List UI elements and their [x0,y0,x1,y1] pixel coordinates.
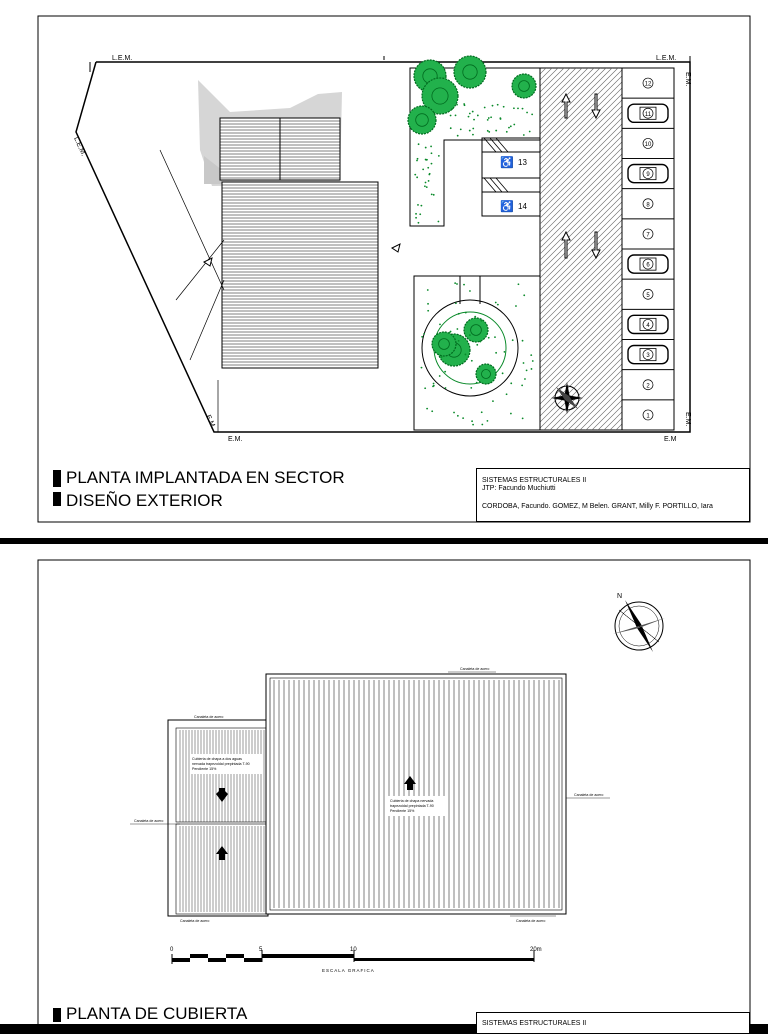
north-arrow-icon [613,593,665,652]
lem-label: L.E.M. [112,55,133,62]
parking-stall-number: 1 [646,413,650,420]
roof-note: Pendiente 15% [192,767,217,771]
parking-stall-number: 5 [646,292,650,299]
parking-stall-number: 4 [646,322,650,329]
parking-stall-number: 7 [646,232,650,239]
lem-label: L.E.M. [656,55,677,62]
accessible-spot-number: 13 [518,158,527,167]
tree-icon [512,74,536,98]
em-label: E.M [664,436,677,443]
title-marker [53,470,61,487]
authors: CORDOBA, Facundo. GOMEZ, M Belen. GRANT, Milly F. PORTILLO, Iara [482,503,713,510]
title-block [476,468,750,522]
scale-label: ESCALA GRAFICA [322,968,375,973]
tree-icon [408,106,436,134]
roof-note: Cubierta de chapa a dos aguas [192,757,242,761]
scale-tick-label: 10 [350,947,357,953]
parking-stall-number: 11 [644,111,652,118]
gutter-label: Canaleta de acero [574,793,604,797]
parking-stall-number: 10 [644,141,652,148]
parking-stall-number: 9 [646,172,650,179]
tree-icon [476,364,496,384]
gutter-label: Canaleta de acero [460,667,490,671]
em-label: E.M. [684,72,691,87]
sheet2-title: PLANTA DE CUBIERTA [66,1004,248,1023]
scale-tick-label: 5 [259,947,263,953]
roof-plan-sheet [0,544,768,1027]
roof-main [266,674,566,914]
title-marker [53,492,61,506]
parking-stall-number: 8 [646,202,650,209]
title-marker [53,1008,61,1022]
gutter-label: Canaleta de acero [194,715,224,719]
tree-icon [464,318,488,342]
em-label: E.M. [204,413,217,430]
parking-stall-number: 2 [646,383,650,390]
em-label: E.M. [684,412,691,427]
roof-note: nervada trapezoidal prepintada T-90 [192,762,250,766]
jtp-name: JTP: Facundo Muchiutti [482,485,556,492]
gutter-label: Canaleta de acero [134,819,164,823]
parking-stall-number: 6 [646,262,650,269]
roof-note: trapezoidal prepintada T-90 [390,804,434,808]
lem-label: L.E.M. [72,135,87,158]
accessible-icon: ♿ [500,201,514,213]
em-label: E.M. [228,436,243,443]
roof-note: Cubierta de chapa nervada [390,799,434,803]
title-block [476,1012,750,1034]
sheet1-title-line2: DISEÑO EXTERIOR [66,491,223,510]
parking-stall-number: 12 [644,81,652,88]
course-name: SISTEMAS ESTRUCTURALES II [482,1020,587,1027]
sheet1-title-line1: PLANTA IMPLANTADA EN SECTOR [66,468,345,487]
parking-stall-number: 3 [646,353,650,360]
roof-plan-drawing [0,544,768,1024]
course-name: SISTEMAS ESTRUCTURALES II [482,477,587,484]
scale-tick-label: 0 [170,947,174,953]
tree-icon [454,56,486,88]
gutter-label: Canaleta de acero [180,919,210,923]
scale-tick-label: 20m [530,947,542,953]
tree-icon [432,332,456,356]
accessible-spot-number: 14 [518,202,527,211]
roof-note: Pendiente 15% [390,809,415,813]
svg-text:N: N [617,593,623,600]
accessible-icon: ♿ [500,157,514,169]
gutter-label: Canaleta de acero [516,919,546,923]
